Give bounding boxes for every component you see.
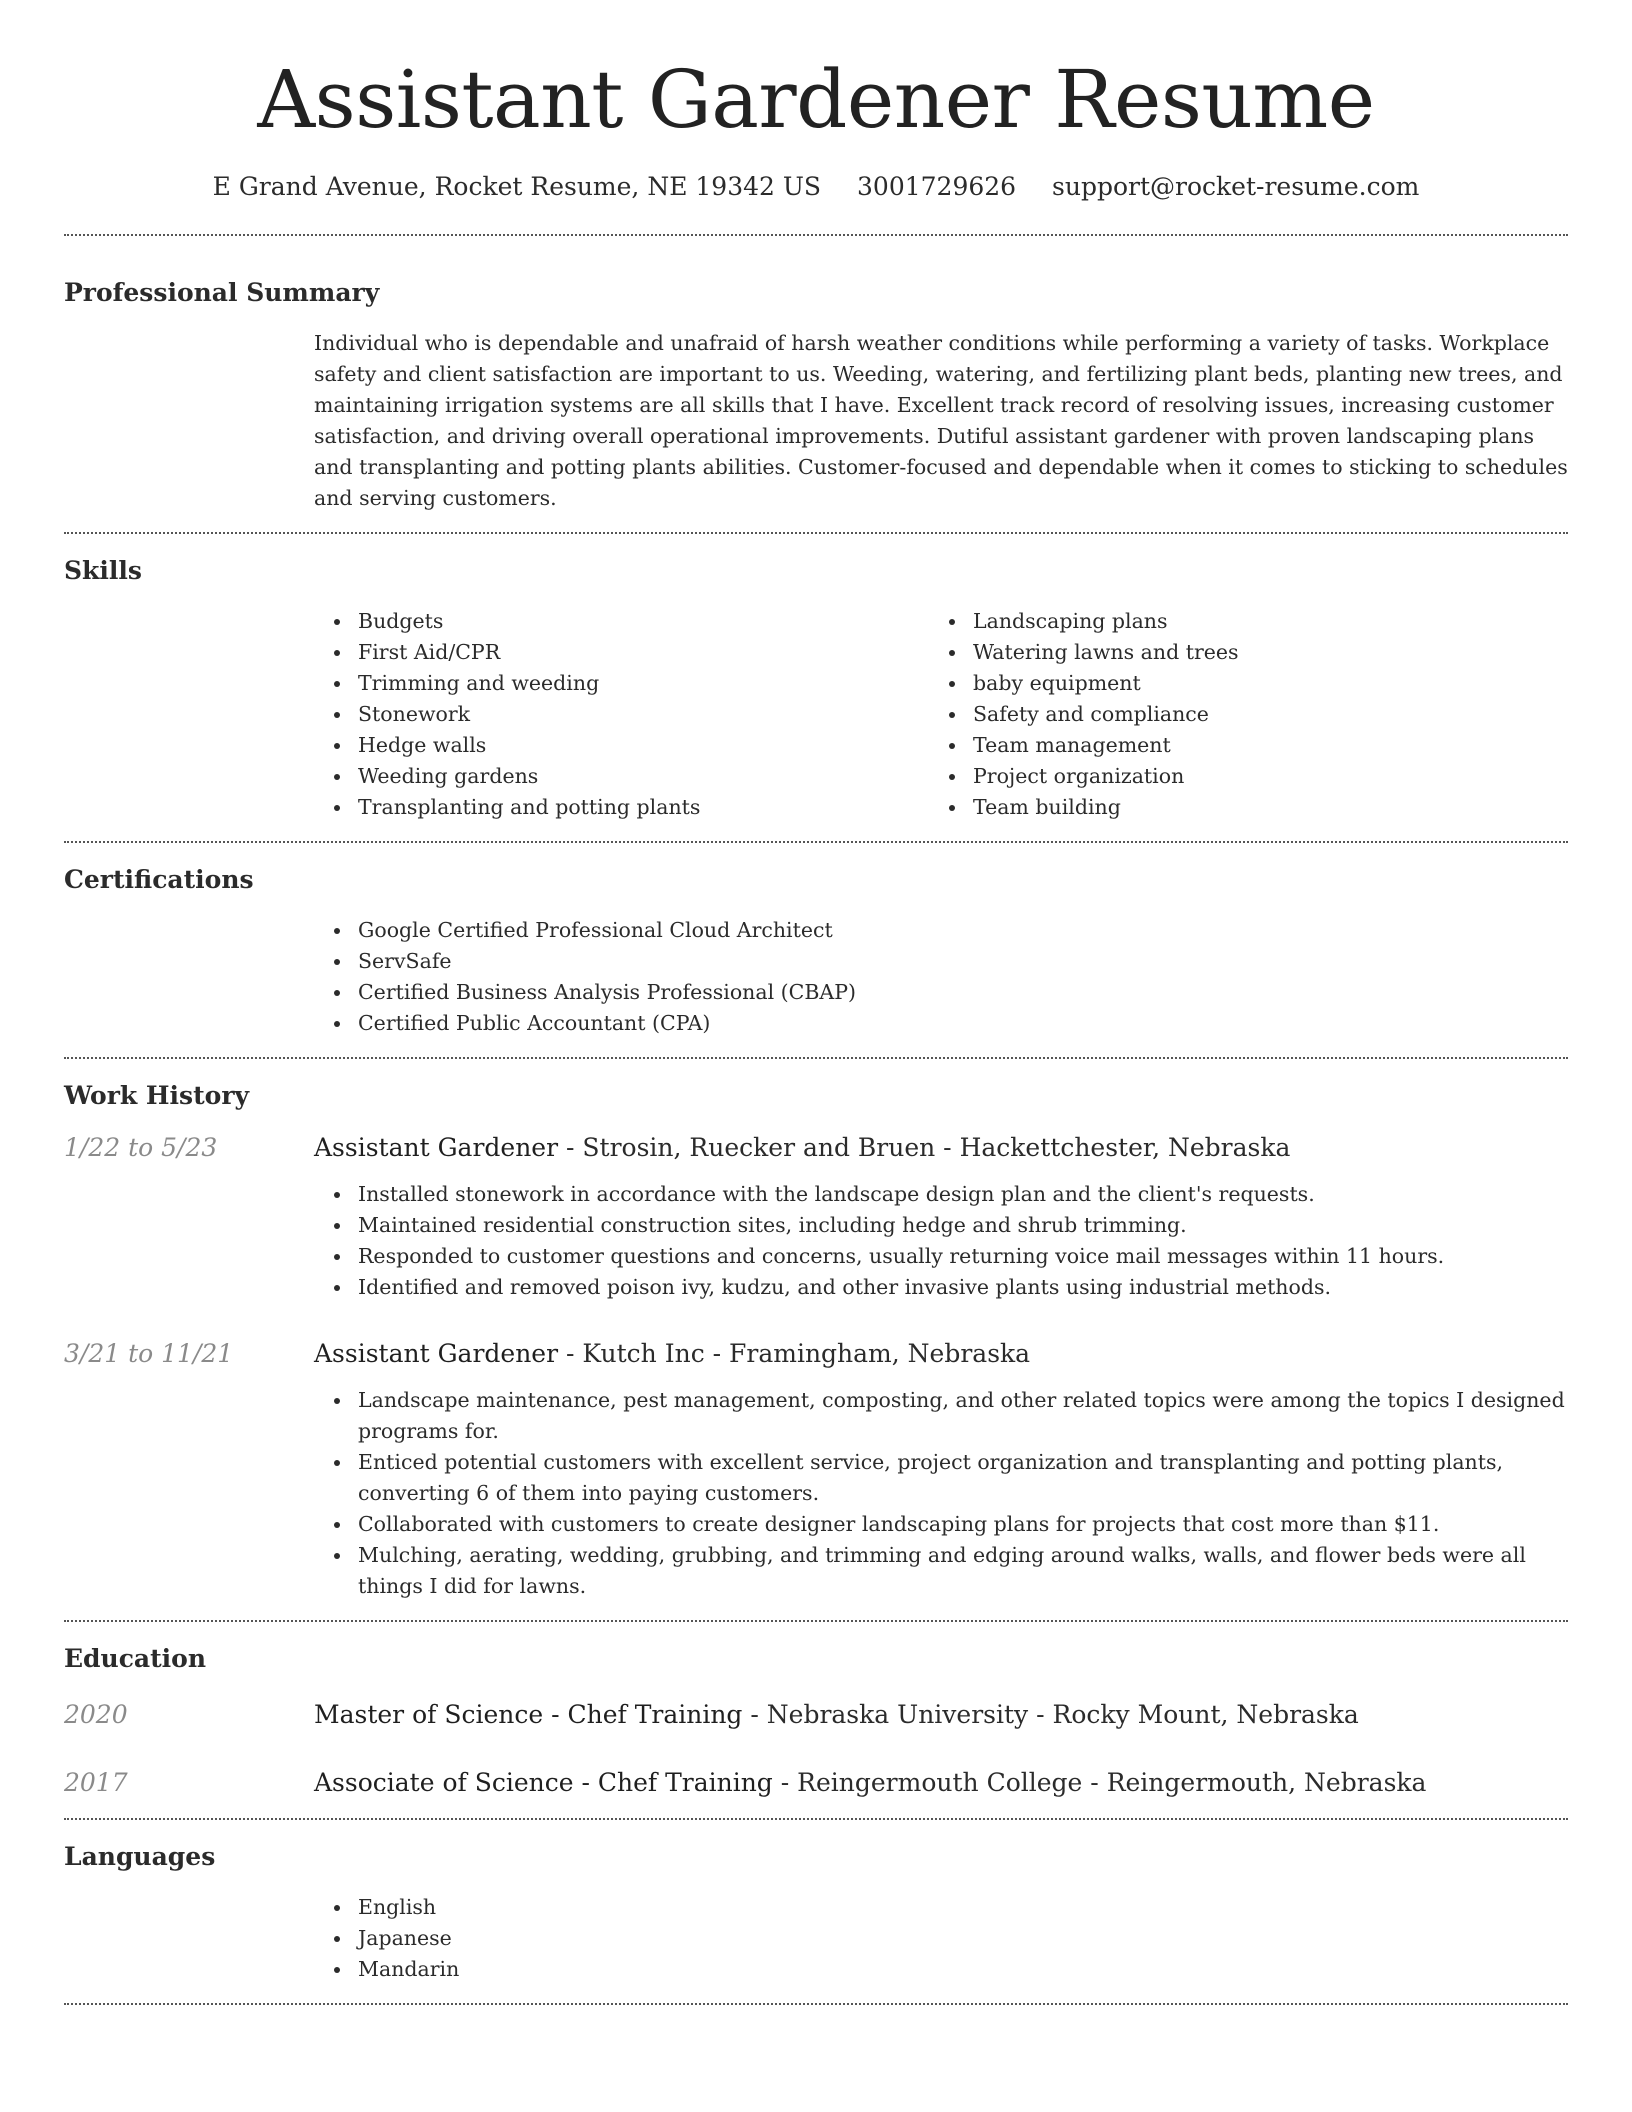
- job-heading: [314, 1131, 1568, 1165]
- list-item: Hedge walls: [314, 730, 929, 761]
- section-summary: [64, 236, 1568, 532]
- certifications-list: [314, 915, 1568, 1039]
- section-title-education: Education: [64, 1644, 207, 1673]
- education-heading: [314, 1698, 1568, 1732]
- education-details: - Reingermouth College - Reingermouth, Nebraska: [772, 1768, 1427, 1797]
- list-item: Identified and removed poison ivy, kudzu, and other invasive plants using industrial methods.: [314, 1272, 1568, 1303]
- list-item: Watering lawns and trees: [929, 637, 1544, 668]
- education-year: 2020: [64, 1700, 128, 1729]
- list-item: Certified Business Analysis Professional (CBAP): [314, 977, 1568, 1008]
- job-details: - Strosin, Ruecker and Bruen - Hackettchester, Nebraska: [558, 1133, 1291, 1162]
- list-item: Mulching, aerating, wedding, grubbing, and trimming and edging around walks, walls, and flower beds were all things I did for lawns.: [314, 1540, 1568, 1602]
- list-item: Collaborated with customers to create designer landscaping plans for projects that cost more than $11.: [314, 1509, 1568, 1540]
- list-item: English: [314, 1892, 1568, 1923]
- contact-phone: 3001729626: [857, 172, 1017, 201]
- list-item: Japanese: [314, 1923, 1568, 1954]
- job-details: - Kutch Inc - Framingham, Nebraska: [558, 1339, 1031, 1368]
- list-item: Installed stonework in accordance with the landscape design plan and the client's requests.: [314, 1179, 1568, 1210]
- list-item: First Aid/CPR: [314, 637, 929, 668]
- job-role: Assistant Gardener: [314, 1133, 559, 1162]
- list-item: Landscape maintenance, pest management, composting, and other related topics were among the topics I designed programs for.: [314, 1385, 1568, 1447]
- resume-title: Assistant Gardener Resume: [257, 53, 1375, 146]
- section-work-history: [64, 1059, 1568, 1620]
- resume-header: [64, 0, 1568, 204]
- education-entry: [64, 1766, 1568, 1800]
- languages-list: [314, 1892, 1568, 1985]
- list-item: Certified Public Accountant (CPA): [314, 1008, 1568, 1039]
- job-bullets: [314, 1385, 1568, 1602]
- list-item: Budgets: [314, 606, 929, 637]
- job-entry: [64, 1131, 1568, 1303]
- contact-address: E Grand Avenue, Rocket Resume, NE 19342 US: [212, 172, 822, 201]
- list-item: ServSafe: [314, 946, 1568, 977]
- education-details: - Nebraska University - Rocky Mount, Nebraska: [742, 1700, 1359, 1729]
- list-item: Weeding gardens: [314, 761, 929, 792]
- section-certifications: [64, 843, 1568, 1057]
- job-heading: [314, 1337, 1568, 1371]
- skills-columns: [314, 606, 1568, 823]
- list-item: Safety and compliance: [929, 699, 1544, 730]
- contact-info: [64, 170, 1568, 204]
- contact-email: support@rocket-resume.com: [1052, 172, 1420, 201]
- job-dates: 3/21 to 11/21: [64, 1339, 234, 1368]
- job-main: [314, 1337, 1568, 1602]
- list-item: Stonework: [314, 699, 929, 730]
- list-item: Project organization: [929, 761, 1544, 792]
- section-title-skills: Skills: [64, 556, 142, 585]
- list-item: Transplanting and potting plants: [314, 792, 929, 823]
- education-entry: [64, 1698, 1568, 1732]
- education-degree: Associate of Science - Chef Training: [314, 1768, 773, 1797]
- education-heading: [314, 1766, 1568, 1800]
- list-item: Google Certified Professional Cloud Architect: [314, 915, 1568, 946]
- list-item: Trimming and weeding: [314, 668, 929, 699]
- list-item: Landscaping plans: [929, 606, 1544, 637]
- section-title-certifications: Certifications: [64, 865, 254, 894]
- list-item: Enticed potential customers with excellent service, project organization and transplanting and potting plants, converting 6 of them into paying customers.: [314, 1447, 1568, 1509]
- job-bullets: [314, 1179, 1568, 1303]
- list-item: Maintained residential construction sites, including hedge and shrub trimming.: [314, 1210, 1568, 1241]
- list-item: baby equipment: [929, 668, 1544, 699]
- divider: [64, 2003, 1568, 2005]
- job-entry: [64, 1337, 1568, 1602]
- summary-text: Individual who is dependable and unafraid of harsh weather conditions while performing a variety of tasks. Workplace safety and client satisfaction are important to us. Weeding, watering, and fertilizing plant beds, planting new trees, and maintaining irrigation systems are all skills that I have. Excellent track record of resolving issues, increasing customer satisfaction, and driving overall operational improvements. Dutiful assistant gardener with proven landscaping plans and transplanting and potting plants abilities. Customer-focused and dependable when it comes to sticking to schedules and serving customers.: [314, 331, 1568, 510]
- job-role: Assistant Gardener: [314, 1339, 559, 1368]
- skills-list-left: [314, 606, 929, 823]
- education-year: 2017: [64, 1768, 128, 1797]
- section-title-languages: Languages: [64, 1842, 216, 1871]
- list-item: Responded to customer questions and concerns, usually returning voice mail messages within 11 hours.: [314, 1241, 1568, 1272]
- section-title-work: Work History: [64, 1081, 250, 1110]
- section-education: [64, 1622, 1568, 1818]
- education-degree: Master of Science - Chef Training: [314, 1700, 743, 1729]
- section-skills: [64, 534, 1568, 841]
- job-dates: 1/22 to 5/23: [64, 1133, 218, 1162]
- section-title-summary: Professional Summary: [64, 278, 380, 307]
- job-main: [314, 1131, 1568, 1303]
- list-item: Team management: [929, 730, 1544, 761]
- section-languages: [64, 1820, 1568, 2003]
- list-item: Mandarin: [314, 1954, 1568, 1985]
- list-item: Team building: [929, 792, 1544, 823]
- skills-list-right: [929, 606, 1544, 823]
